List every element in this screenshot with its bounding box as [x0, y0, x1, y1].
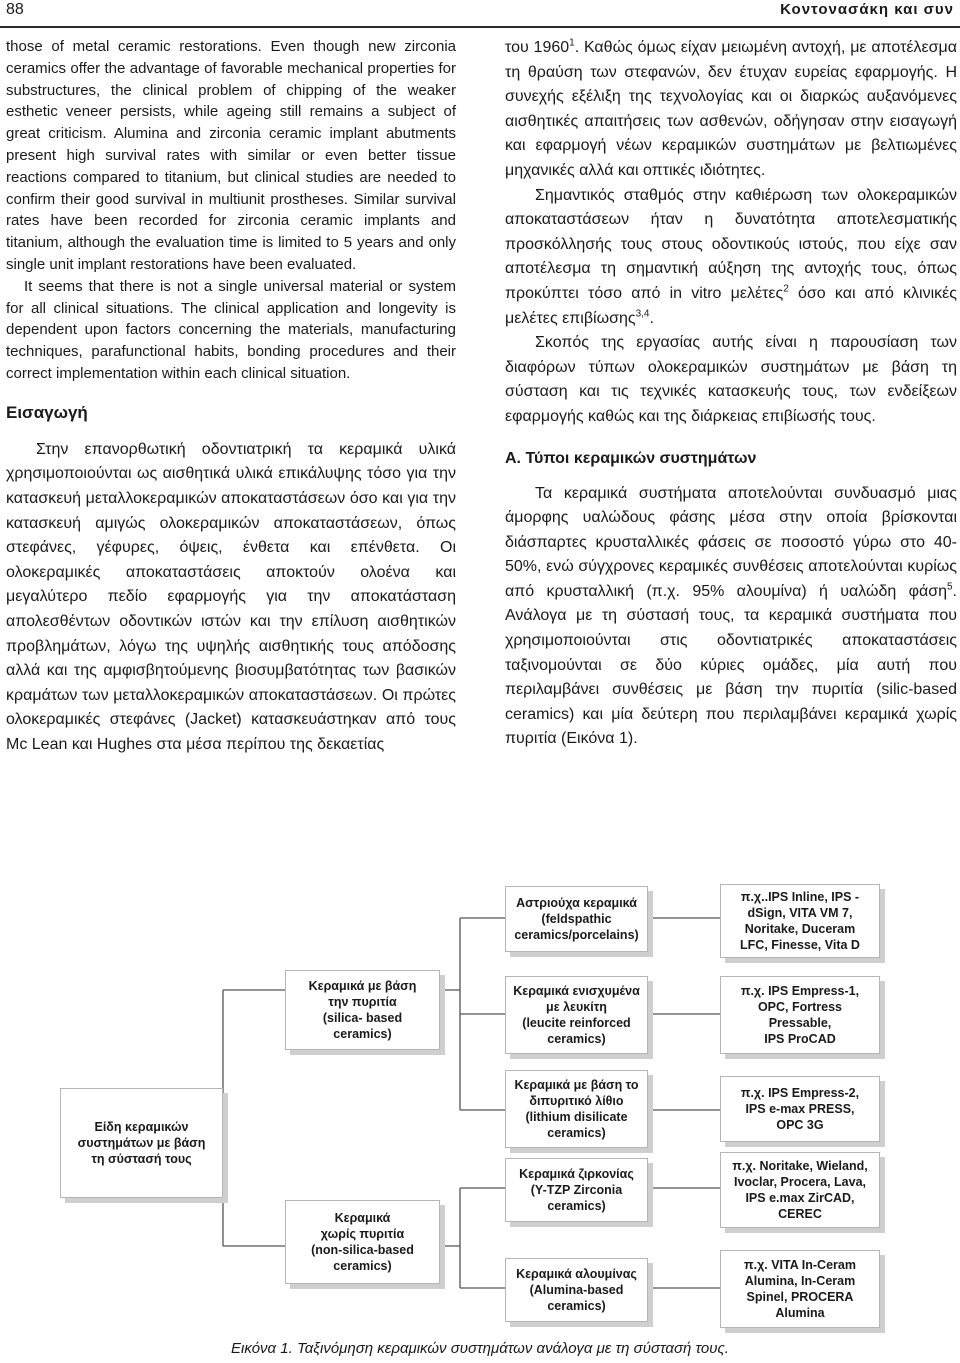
reference-mark: 1 [569, 37, 575, 49]
box-line: π.χ. Noritake, Wieland, [732, 1159, 868, 1173]
box-line: π.χ. IPS Empress-1, [740, 984, 860, 998]
box-line: ceramics) [547, 1199, 606, 1213]
box-line: Pressable, [768, 1016, 832, 1030]
box-line: π.χ. VITA In-Ceram [744, 1258, 856, 1272]
text-span: . Καθώς όμως είχαν μειωμένη αντοχή, με αποτέλεσμα τη θραύση των στεφανών, δεν έτυχαν ευρείας εφαρμογής. Η συνεχής εξέλιξη της τεχνολογίας και οι διαρκώς αυξανόμενες αισθητικές απαιτήσεις των ασθενών, οδήγησαν στην εισαγωγή και εφαρμογή νέων κεραμικών συστημάτων με βελτιωμένες μηχανικές αλλά και οπτικές ιδιότητες. [505, 39, 957, 179]
box-line: διπυριτικό λίθιο [529, 1094, 624, 1108]
box-line: (silica- based [322, 1011, 403, 1025]
box-line: χωρίς πυριτία [320, 1227, 405, 1241]
box-line: ceramics) [333, 1027, 392, 1041]
alumina-examples-box [720, 1250, 880, 1328]
box-line: (leucite reinforced [522, 1016, 631, 1030]
page-header [0, 0, 960, 28]
silica-based-box [285, 970, 440, 1050]
feldspathic-box [505, 886, 648, 952]
box-line: OPC 3G [776, 1118, 824, 1132]
figure-caption: Εικόνα 1. Ταξινόμηση κεραμικών συστημάτων ανάλογα με τη σύστασή τους. [231, 1340, 729, 1357]
box-line: IPS ProCAD [764, 1032, 836, 1046]
reference-mark: 2 [783, 283, 789, 295]
running-head: Κοντονασάκη και συν [780, 1, 954, 18]
box-line: CEREC [778, 1207, 822, 1221]
box-line: Ivoclar, Procera, Lava, [733, 1175, 867, 1189]
box-line: π.χ..IPS Inline, IPS - [740, 890, 860, 904]
box-line: Κεραμικά με βάση το [514, 1078, 639, 1092]
box-line: την πυριτία [328, 995, 397, 1009]
box-line: IPS e-max PRESS, [745, 1102, 855, 1116]
page-number: 88 [6, 1, 24, 18]
lithium-disilicate-box [505, 1070, 648, 1148]
box-line: (Y-TZP Zirconia [530, 1183, 623, 1197]
box-line: (feldspathic [541, 912, 612, 926]
box-line: Alumina, In-Ceram [744, 1274, 856, 1288]
text-span: Τα κεραμικά συστήματα αποτελούνται συνδυασμό μιας άμορφης υαλώδους φάσης μέσα στην οποία βρίσκονται διάσπαρτες κρυσταλλικές φάσεις σε ποσοστό γύρω στο 40-50%, ενώ σύγχρονες κεραμικές συνθέσεις αποτελούνται κυρίως από κρυσταλλική (π.χ. 95% αλουμίνα) ή υαλώδη φάση [505, 484, 957, 600]
box-line: συστημάτων με βάση [77, 1136, 206, 1150]
text-span: Σημαντικός σταθμός στην καθιέρωση των ολοκεραμικών αποκαταστάσεων ήταν η δυνατότητα αποτελεσματικής προσκόλλησής τους στους οδοντικούς ιστούς, που είχε σαν αποτέλεσμα τη σημαντική αύξηση της αντοχής τους, όπως προκύπτει τόσο από in vitro μελέτες [505, 186, 957, 302]
non-silica-box [285, 1200, 440, 1284]
box-line: Αστριούχα κεραμικά [516, 896, 637, 910]
box-line: π.χ. IPS Empress-2, [740, 1086, 860, 1100]
english-paragraph: It seems that there is not a single universal material or system for all clinical situations. The clinical application and longevity is dependent upon factors concerning the materials, manufacturing techniques, parafunctional habits, bonding procedures and their correct implementation within each clinical situation. [6, 277, 456, 382]
intro-heading: Εισαγωγή [6, 402, 88, 422]
alumina-box [505, 1258, 648, 1322]
paragraph-types [505, 482, 957, 753]
box-line: (lithium disilicate [525, 1110, 628, 1124]
box-line: OPC, Fortress [757, 1000, 843, 1014]
zirconia-box [505, 1158, 648, 1222]
feldspathic-examples-box [720, 884, 880, 958]
box-line: ceramics/porcelains) [514, 928, 639, 942]
english-paragraph: those of metal ceramic restorations. Even though new zirconia ceramics offer the advantage of favorable mechanical properties for substructures, the clinical problem of chipping of the weaker esthetic veneer persists, while ageing still remains a subject of great criticism. Alumina and zirconia ceramic implant abutments present high survival rates with similar or even better tissue reactions compared to titanium, but clinical studies are needed to confirm their good survival in multiunit prostheses. Similar survival rates have been recorded for zirconia ceramic implants and titanium, although the evaluation time is limited to 5 years and only single unit implant restorations have been evaluated. [6, 38, 456, 273]
box-line: με λευκίτη [546, 1000, 607, 1014]
box-line: Κεραμικά με βάση [308, 979, 417, 993]
box-line: ceramics) [547, 1126, 606, 1140]
text-span: . [649, 309, 654, 327]
box-line: Spinel, PROCERA [746, 1290, 854, 1304]
box-line: (Alumina-based [529, 1283, 624, 1297]
lithium-examples-box [720, 1076, 880, 1142]
paragraph-aim: Σκοπός της εργασίας αυτής είναι η παρουσίαση των διαφόρων τύπων ολοκεραμικών συστημάτων με βάση τη σύσταση και τις τεχνικές κατασκευής τους, των ενδείξεων εφαρμογής καθώς και της διάρκειας επιβίωσής τους. [505, 334, 957, 425]
box-line: τη σύστασή τους [91, 1152, 192, 1166]
intro-paragraph: Στην επανορθωτική οδοντιατρική τα κεραμικά υλικά χρησιμοποιούνται ως αισθητικά υλικά επικάλυψης τόσο για την κατασκευή μεταλλοκεραμικών αποκαταστάσεων όσο και για την κατασκευή αμιγώς ολοκεραμικών αποκαταστάσεων, όπως στεφάνες, γέφυρες, όψεις, ένθετα και επένθετα. Οι ολοκεραμικές αποκαταστάσεις αποκτούν ολοένα και μεγαλύτερο πεδίο εφαρμογής για την αποκατάσταση απολεσθέντων οδοντικών ιστών και την επίλυση αισθητικών προβλημάτων, λόγω της υψηλής αισθητικής τους απόδοσης αλλά και της αμφισβητούμενης βιοσυμβατότητας των βασικών κραμάτων των μεταλλοκεραμικών αποκαταστάσεων. Οι πρώτες ολοκεραμικές στεφάνες (Jacket) κατασκευάστηκαν από τους Mc Lean και Hughes στα μέσα περίπου της δεκαετίας [6, 440, 456, 753]
box-line: Κεραμικά [334, 1211, 391, 1225]
box-line: Κεραμικά αλουμίνας [516, 1267, 637, 1281]
leucite-box [505, 976, 648, 1054]
right-column [505, 36, 957, 752]
box-line: Κεραμικά ζιρκονίας [519, 1167, 634, 1181]
box-line: (non-silica-based [311, 1243, 414, 1257]
box-line: Κεραμικά ενισχυμένα [513, 984, 640, 998]
box-line: Alumina [775, 1306, 825, 1320]
zirconia-examples-box [720, 1152, 880, 1228]
box-line: dSign, VITA VM 7, [747, 906, 853, 920]
classification-diagram [40, 878, 920, 1338]
root-box [60, 1088, 223, 1198]
section-heading-a: Α. Τύποι κεραμικών συστημάτων [505, 449, 757, 467]
text-span: όσο και από κλινικές μελέτες επιβίωσης [505, 284, 958, 327]
box-line: IPS e.max ZirCAD, [745, 1191, 855, 1205]
box-line: Είδη κεραμικών [94, 1120, 189, 1134]
text-span: . Ανάλογα με τη σύστασή τους, τα κεραμικά συστήματα που χρησιμοποιούνται στις οδοντιατρικές αποκαταστάσεις ταξινομούνται σε δύο κύριες ομάδες, μία αυτή που περιλαμβάνει συνθέσεις με βάση την πυριτία (silic-based ceramics) και μία δεύτερη που περιλαμβάνει κεραμικά χωρίς πυριτία (Εικόνα 1). [505, 582, 957, 748]
box-line: ceramics) [547, 1299, 606, 1313]
leucite-examples-box [720, 976, 880, 1054]
box-line: ceramics) [333, 1259, 392, 1273]
box-line: Noritake, Duceram [744, 922, 856, 936]
box-line: LFC, Finesse, Vita D [740, 938, 860, 952]
paragraph-bonding [505, 184, 957, 332]
left-column [6, 36, 456, 757]
paragraph-history [505, 36, 957, 184]
text-span: του 1960 [505, 39, 570, 56]
box-line: ceramics) [547, 1032, 606, 1046]
reference-mark: 3,4 [635, 308, 650, 320]
reference-mark: 5 [946, 581, 953, 593]
